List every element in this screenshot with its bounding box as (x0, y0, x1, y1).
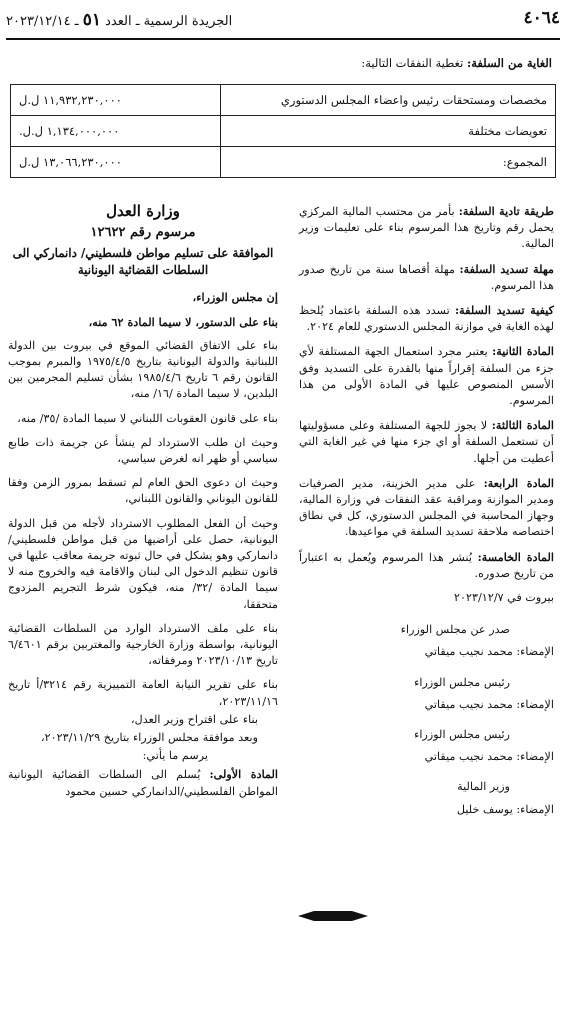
signature-line: رئيس مجلس الوزراء (414, 728, 510, 742)
preamble-paragraph: بناء على قانون العقوبات اللبناني لا سيما المادة /٣٥/ منه، (17, 411, 278, 425)
costs-table (10, 84, 556, 178)
article-paragraph: طريقة تادية السلفة: بأمر من محتسب المالية المركزي يحمل رقم وتاريخ هذا المرسوم بناء على تعليمات وزير المالية. (299, 204, 554, 251)
end-arrow-icon (298, 910, 368, 922)
page-number: ٤٠٦٤ (523, 8, 560, 28)
row-label: المجموع: (221, 147, 556, 178)
article-paragraph: المادة الثانية: يعتبر مجرد استعمال الجهة المستلفة لأي جزء من السلفة إقراراً منها بالقدرة على التسديد وفق الأسس المنصوص عليها في المادة الأولى من هذا المرسوم. (299, 344, 554, 408)
opening-line: إن مجلس الوزراء، (192, 290, 278, 305)
gazette-title: الجريدة الرسمية ـ العدد ٥١ ـ ٢٠٢٣/١٢/١٤ (6, 10, 233, 30)
signature-line: الإمضاء: يوسف خليل (456, 802, 554, 816)
row-label: مخصصات ومستحقات رئيس واعضاء المجلس الدستوري (221, 85, 556, 116)
preamble-paragraph: وبعد موافقة مجلس الوزراء بتاريخ ٢٠٢٣/١١/٢٩، (41, 731, 258, 745)
table-row (11, 116, 556, 147)
preamble-paragraph: بناء على تقرير النيابة العامة التمييزية رقم ٣٢١٤/أ تاريخ ٢٠٢٣/١١/١٦، (8, 678, 278, 708)
row-amount: ١١,٩٣٢,٢٣٠,٠٠٠ ل.ل (11, 85, 221, 116)
article-paragraph: كيفية تسديد السلفة: تسدد هذه السلفة باعتماد يُلحظ لهذه الغاية في موازنة المجلس الدستوري للعام ٢٠٢٤. (299, 303, 555, 334)
signature-line: رئيس مجلس الوزراء (414, 675, 510, 689)
preamble-paragraph: وحيث ان دعوى الحق العام لم تسقط بمرور الزمن وفقا للقانون اليوناني والقانون اللبناني، (8, 476, 278, 506)
purpose-line: الغاية من السلفة: تغطية النفقات التالية: (361, 56, 552, 70)
preamble-paragraph: يرسم ما يأتي: (142, 749, 208, 763)
preamble-paragraph: بناء على الدستور، لا سيما المادة ٦٢ منه، (88, 314, 278, 329)
table-row (11, 147, 556, 178)
table-row (11, 85, 556, 116)
page-header (6, 8, 560, 34)
decree-subject: الموافقة على تسليم مواطن فلسطيني/ دانماركي الى السلطات القضائية اليونانية (12, 246, 274, 278)
preamble-paragraph: بناء على الاتفاق القضائي الموقع في بيروت بين الدولة اللبنانية والدولة اليونانية بتاريخ ١٩٧٥/٤/٥ والمبرم بموجب القانون رقم ٦ تاريخ ١٩٨٥/٤/٦ بشأن تسليم المجرمين بين البلدين، لا سيما المادة /١٦/ منه، (8, 338, 278, 401)
article-paragraph: المادة الثالثة: لا يجوز للجهة المستلفة وعلى مسؤوليتها أن تستعمل السلفة أو اي جزء منها في غير الغاية التي أعطيت من أجلها. (299, 418, 554, 465)
signature-line: الإمضاء: محمد نجيب ميقاتي (424, 645, 554, 659)
signature-line: صدر عن مجلس الوزراء (400, 623, 510, 637)
preamble-paragraph: بناء على ملف الاسترداد الوارد من السلطات القضائية اليونانية، بواسطة وزارة الخارجية والمغتربين برقم ٦/٤٦٠١ تاريخ ٢٠٢٣/١٠/١٣ ومرفقاته، (8, 621, 278, 668)
preamble-paragraph: وحيث أن الفعل المطلوب الاسترداد لأجله من قبل الدولة اليونانية، حصل على أراضيها من قبل مواطن فلسطيني/دانماركي وهو يشكل في حال ثبوته جريمة معاقب عليها في قانون تنظيم الدخول الى لبنان والاقامة فيه والخروج منه لا سيما المادة /٣٢/ منه، فيكون شرط التجريم المزدوج متحققا، (8, 516, 278, 611)
signature-line: الإمضاء: محمد نجيب ميقاتي (424, 750, 554, 764)
signature-line: وزير المالية (457, 780, 510, 794)
decree-number: مرسوم رقم ١٢٦٢٢ (90, 225, 196, 241)
article-one: المادة الأولى: يُسلم الى السلطات القضائية اليونانية المواطن الفلسطيني/الدانماركي حسين محمود (8, 767, 278, 798)
signature-place-date: بيروت في ٢٠٢٣/١٢/٧ (454, 591, 554, 605)
right-column (299, 203, 554, 826)
preamble-paragraph: وحيث ان طلب الاسترداد لم ينشأ عن جريمة ذات طابع سياسي أو ظهر انه لغرض سياسي، (8, 435, 278, 466)
article-paragraph: المادة الخامسة: يُنشر هذا المرسوم ويُعمل به اعتباراً من تاريخ صدوره. (299, 549, 554, 580)
left-column (8, 203, 278, 808)
header-rule (6, 38, 560, 40)
row-label: تعويضات مختلفة (221, 116, 556, 147)
preamble-paragraph: بناء على اقتراح وزير العدل، (130, 712, 258, 726)
ministry-title: وزارة العدل (106, 202, 180, 220)
issue-number: ٥١ (82, 10, 101, 30)
article-paragraph: مهلة تسديد السلفة: مهلة أقصاها سنة من تاريخ صدور هذا المرسوم. (299, 261, 554, 292)
row-amount: ١٣,٠٦٦,٢٣٠,٠٠٠ ل.ل (11, 147, 221, 178)
row-amount: ١,١٣٤,٠٠٠,٠٠٠ ل.ل. (11, 116, 221, 147)
signature-line: الإمضاء: محمد نجيب ميقاتي (424, 697, 554, 711)
issue-date: ـ ٢٠٢٣/١٢/١٤ (6, 14, 79, 29)
article-paragraph: المادة الرابعة: على مدير الخزينة، مدير الصرفيات ومدير الموازنة ومراقبة عقد النفقات في وزارة المالية، وجهاز المحاسبة في المجلس الدستوري، كل في نطاق اختصاصه ملاحقة تسديد السلفة في مواعيدها. (299, 475, 554, 539)
